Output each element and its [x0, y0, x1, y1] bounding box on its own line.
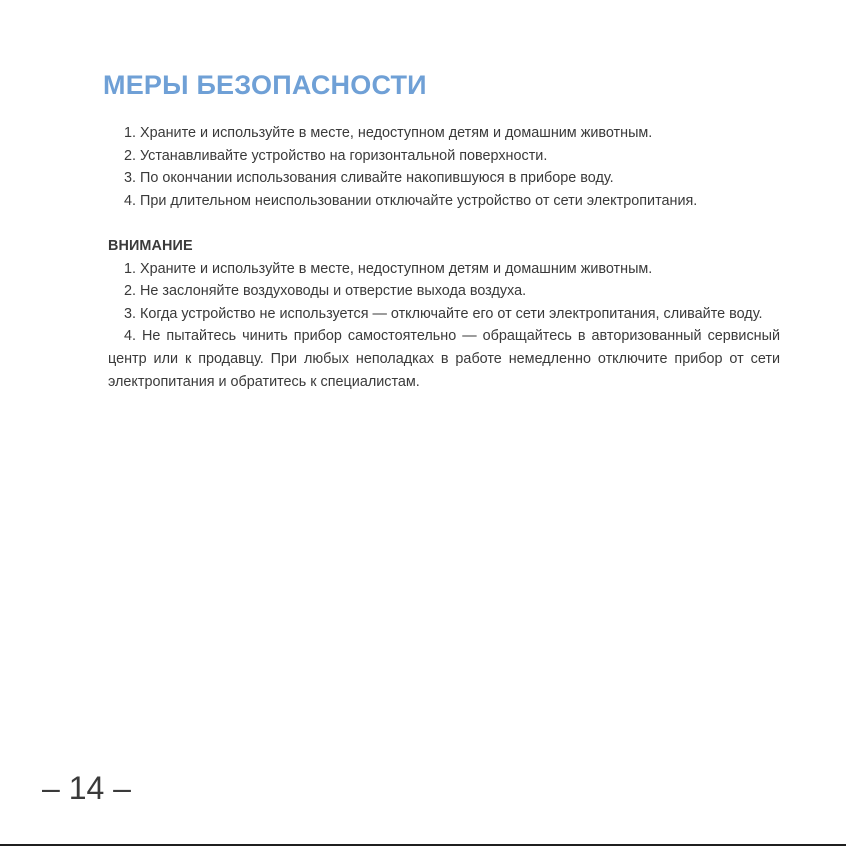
list-item: 2. Не заслоняйте воздуховоды и отверстие выхода воздуха. [124, 283, 527, 300]
attention-heading: ВНИМАНИЕ [108, 238, 193, 254]
page-title: МЕРЫ БЕЗОПАСНОСТИ [103, 70, 427, 100]
list-item: 4. Не пытайтесь чинить прибор самостоятельно — обращайтесь в авторизованный сервисный центр или к продавцу. При любых неполадках в работе немедленно отключите прибор от сети электропитания и обратитесь к специалистам. [108, 328, 780, 390]
list-item: 1. Храните и используйте в месте, недоступном детям и домашним животным. [124, 260, 653, 277]
attention-section [108, 235, 780, 393]
list-item: 1. Храните и используйте в месте, недоступном детям и домашним животным. [124, 125, 653, 141]
list-item: 3. По окончании использования сливайте накопившуюся в приборе воду. [124, 170, 614, 187]
safety-measures-list [108, 122, 780, 212]
page-number: – 14 – [42, 770, 131, 806]
list-item: 3. Когда устройство не используется — отключайте его от сети электропитания, сливайте воду. [124, 305, 763, 322]
list-item: 2. Устанавливайте устройство на горизонтальной поверхности. [124, 147, 548, 164]
list-item: 4. При длительном неиспользовании отключайте устройство от сети электропитания. [124, 192, 698, 209]
